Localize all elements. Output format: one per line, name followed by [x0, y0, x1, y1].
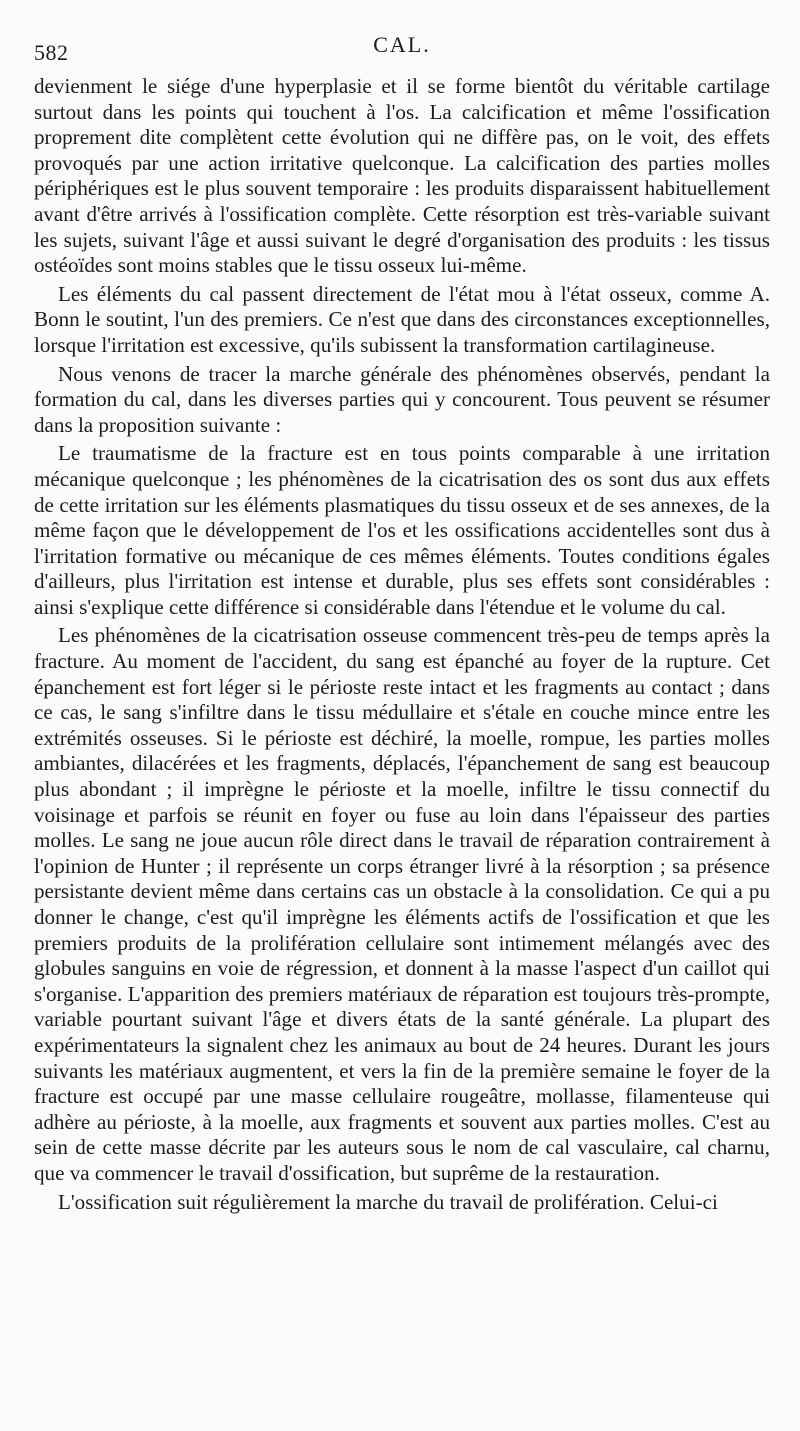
page-number: 582	[34, 40, 69, 65]
paragraph-continued: devienment le siége d'une hyperplasie et il se forme bientôt du véritable cartilage surtout dans les points qui touchent à l'os. La calcification et même l'ossification proprement dite complètent cette évolution qui ne diffère pas, on le voit, des effets provoqués par une action irritative quelconque. La calcification des parties molles périphériques est le plus souvent temporaire : les produits disparaissent habituellement avant d'être arrivés à l'ossification complète. Cette résorption est très-variable suivant les sujets, suivant l'âge et aussi suivant le degré d'organisation des produits : les tissus ostéoïdes sont moins stables que le tissu osseux lui-même.	[34, 74, 770, 278]
paragraph: Les phénomènes de la cicatrisation osseuse commencent très-peu de temps après la fracture. Au moment de l'accident, du sang est épanché au foyer de la rupture. Cet épanchement est fort léger si le périoste reste intact et les fragments au contact ; dans ce cas, le sang s'infiltre dans le tissu médullaire et s'étale en couche mince entre les extrémités osseuses. Si le périoste est déchiré, la moelle, rompue, les parties molles ambiantes, dilacérées et les fragments, déplacés, l'épanchement de sang est beaucoup plus abondant ; il imprègne le périoste et la moelle, infiltre le tissu connectif du voisinage et parfois se réunit en foyer ou fuse au loin dans l'épaisseur des parties molles. Le sang ne joue aucun rôle direct dans le travail de réparation contrairement à l'opinion de Hunter ; il représente un corps étranger livré à la résorption ; sa présence persistante devient même dans certains cas un obstacle à la consolidation. Ce qui a pu donner le change, c'est qu'il imprègne les éléments actifs de l'ossification et que les premiers produits de la prolifération cellulaire sont intimement mélangés avec des globules sanguins en voie de régression, et donnent à la masse l'aspect d'un caillot qui s'organise. L'apparition des premiers matériaux de réparation est toujours très-prompte, variable pourtant suivant l'âge et divers états de la santé générale. La plupart des expérimentateurs la signalent chez les animaux au bout de 24 heures. Durant les jours suivants les matériaux augmentent, et vers la fin de la première semaine le foyer de la fracture est occupé par une masse cellulaire rougeâtre, mollasse, filamenteuse qui adhère au périoste, à la moelle, aux fragments et souvent aux parties molles. C'est au sein de cette masse décrite par les auteurs sous le nom de cal vasculaire, cal charnu, que va commencer le travail d'ossification, but suprême de la restauration.	[34, 623, 770, 1185]
running-title: CAL.	[373, 32, 431, 57]
page-header	[34, 30, 770, 74]
paragraph: Les éléments du cal passent directement de l'état mou à l'état osseux, comme A. Bonn le soutint, l'un des premiers. Ce n'est que dans des circonstances exceptionnelles, lorsque l'irritation est excessive, qu'ils subissent la transformation cartilagineuse.	[34, 281, 770, 357]
paragraph: Nous venons de tracer la marche générale des phénomènes observés, pendant la formation du cal, dans les diverses parties qui y concourent. Tous peuvent se résumer dans la proposition suivante :	[34, 361, 770, 437]
paragraph: Le traumatisme de la fracture est en tous points comparable à une irritation mécanique quelconque ; les phénomènes de la cicatrisation des os sont dus aux effets de cette irritation sur les éléments plasmatiques du tissu osseux et de ses annexes, de la même façon que le développement de l'os et les ossifications accidentelles sont dus à l'irritation formative ou mécanique de ces mêmes éléments. Toutes conditions égales d'ailleurs, plus l'irritation est intense et durable, plus ses effets sont considérables : ainsi s'explique cette différence si considérable dans l'étendue et le volume du cal.	[34, 441, 770, 619]
paragraph-last: L'ossification suit régulièrement la marche du travail de prolifération. Celui-ci	[58, 1189, 718, 1214]
body-text	[34, 74, 770, 1215]
